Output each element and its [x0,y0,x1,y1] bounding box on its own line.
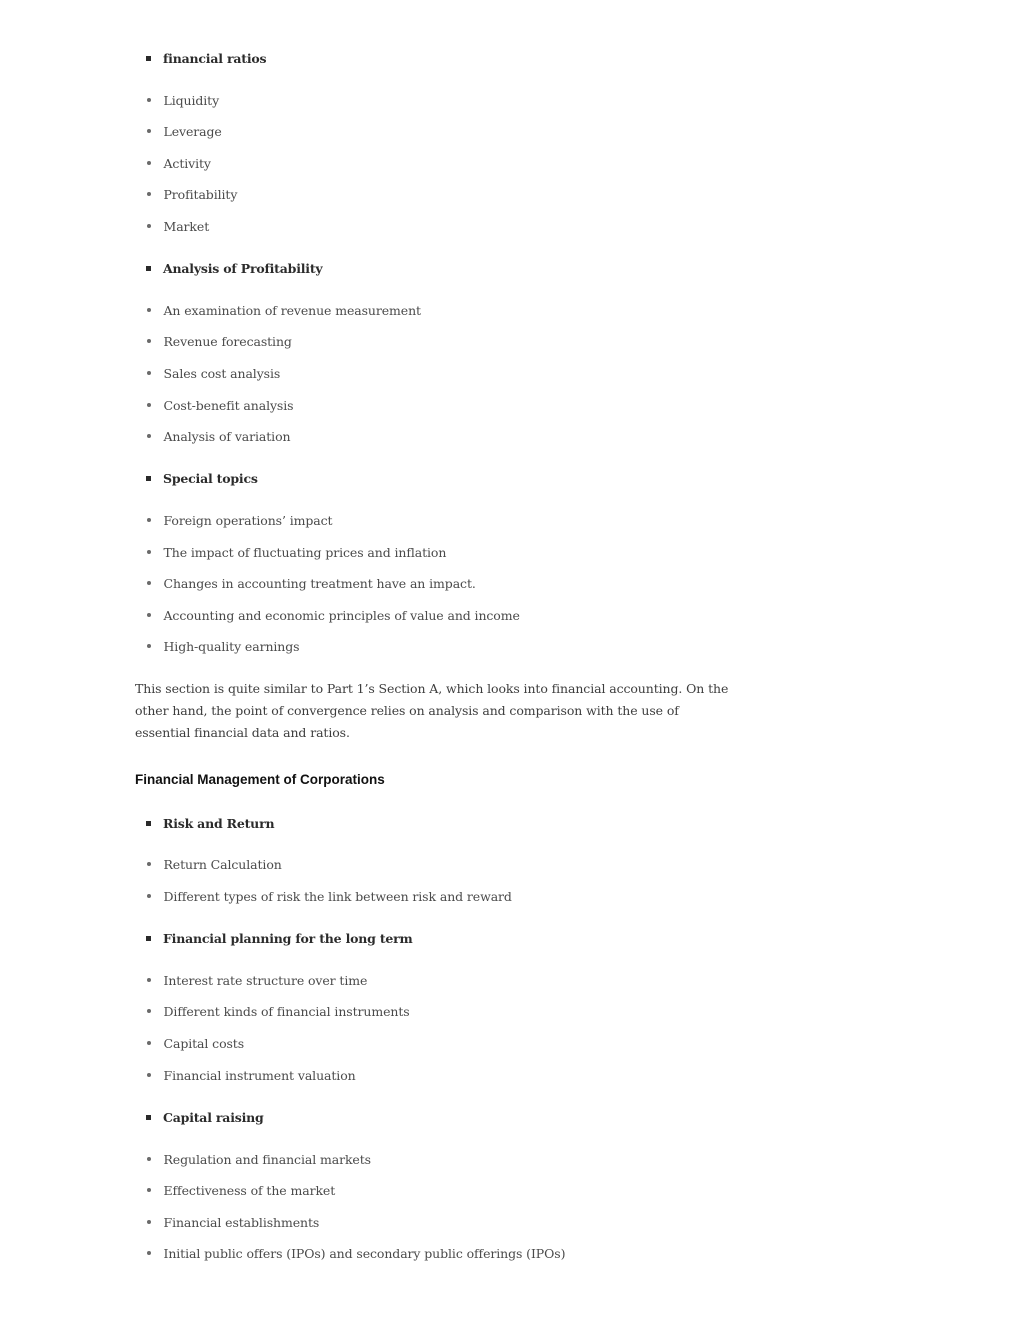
dot-bullet-icon [147,613,151,617]
square-bullet-icon [146,266,151,271]
section-heading: Financial Management of Corporations [135,772,385,787]
dot-bullet-icon [147,1251,151,1255]
list-item [146,970,367,990]
body-paragraph [135,678,729,743]
list-item-text: Market [163,218,210,234]
list-item [146,426,290,446]
list-item [146,1212,319,1232]
list-item [146,1180,335,1200]
paragraph-line: essential financial data and ratios. [135,724,350,740]
list-item [146,510,332,530]
list-item-text: Liquidity [163,92,220,108]
dot-bullet-icon [147,192,151,196]
list-item [146,395,293,415]
list-item-text: The impact of fluctuating prices and inflation [163,544,447,560]
topic-heading [146,48,266,68]
dot-bullet-icon [147,1188,151,1192]
list-item [146,121,222,141]
list-item-text: Activity [163,155,211,171]
list-item-text: Sales cost analysis [163,365,281,381]
list-item-text: Foreign operations’ impact [163,512,333,528]
list-item [146,153,211,173]
square-bullet-icon [146,476,151,481]
dot-bullet-icon [147,978,151,982]
list-item [146,331,292,351]
list-item-text: Revenue forecasting [163,333,292,349]
list-item-text: Leverage [163,123,222,139]
list-item [146,300,421,320]
list-item [146,1001,410,1021]
list-item [146,636,299,656]
list-item [146,886,512,906]
square-bullet-icon [146,821,151,826]
dot-bullet-icon [147,1009,151,1013]
list-item [146,542,446,562]
dot-bullet-icon [147,129,151,133]
list-item [146,573,476,593]
paragraph-line: other hand, the point of convergence relies on analysis and comparison with the use of [135,702,679,718]
dot-bullet-icon [147,403,151,407]
list-item [146,1149,371,1169]
list-item [146,854,282,874]
dot-bullet-icon [147,862,151,866]
list-item [146,363,280,383]
topic-heading-text: Special topics [163,470,258,486]
list-item-text: Cost-benefit analysis [163,397,294,413]
dot-bullet-icon [147,434,151,438]
square-bullet-icon [146,56,151,61]
list-item-text: Effectiveness of the market [163,1182,336,1198]
paragraph-line: This section is quite similar to Part 1’s Section A, which looks into financial accounting. On the [135,681,729,696]
list-item-text: Changes in accounting treatment have an impact. [163,575,476,591]
list-item-text: Different kinds of financial instruments [163,1003,410,1019]
topic-heading [146,813,274,833]
dot-bullet-icon [147,161,151,165]
dot-bullet-icon [147,371,151,375]
list-item-text: Financial establishments [163,1214,320,1230]
list-item-text: Initial public offers (IPOs) and secondary public offerings (IPOs) [163,1245,566,1261]
topic-heading [146,928,413,948]
list-item-text: High-quality earnings [163,638,300,654]
list-item-text: Return Calculation [163,856,282,872]
dot-bullet-icon [147,1157,151,1161]
topic-heading-text: Analysis of Profitability [163,260,323,276]
list-item-text: Profitability [163,186,238,202]
dot-bullet-icon [147,98,151,102]
list-item [146,90,219,110]
dot-bullet-icon [147,894,151,898]
dot-bullet-icon [147,581,151,585]
dot-bullet-icon [147,1041,151,1045]
list-item-text: Capital costs [163,1035,245,1051]
list-item-text: Financial instrument valuation [163,1067,356,1083]
dot-bullet-icon [147,339,151,343]
dot-bullet-icon [147,224,151,228]
list-item-text: An examination of revenue measurement [163,302,421,318]
topic-heading-text: Risk and Return [163,815,275,831]
list-item [146,605,520,625]
list-item-text: Different types of risk the link between risk and reward [163,888,512,904]
list-item-text: Regulation and financial markets [163,1151,371,1167]
dot-bullet-icon [147,518,151,522]
list-item [146,1243,565,1263]
list-item-text: Interest rate structure over time [163,972,368,988]
topic-heading [146,468,258,488]
list-item-text: Accounting and economic principles of value and income [163,607,520,623]
list-item-text: Analysis of variation [163,428,291,444]
list-item [146,184,237,204]
dot-bullet-icon [147,308,151,312]
list-item [146,1033,244,1053]
square-bullet-icon [146,936,151,941]
dot-bullet-icon [147,644,151,648]
dot-bullet-icon [147,550,151,554]
topic-heading [146,258,322,278]
dot-bullet-icon [147,1220,151,1224]
topic-heading-text: Capital raising [163,1109,264,1125]
dot-bullet-icon [147,1073,151,1077]
topic-heading [146,1107,264,1127]
topic-heading-text: financial ratios [163,50,267,66]
topic-heading-text: Financial planning for the long term [163,930,413,946]
list-item [146,216,209,236]
square-bullet-icon [146,1115,151,1120]
list-item [146,1065,356,1085]
